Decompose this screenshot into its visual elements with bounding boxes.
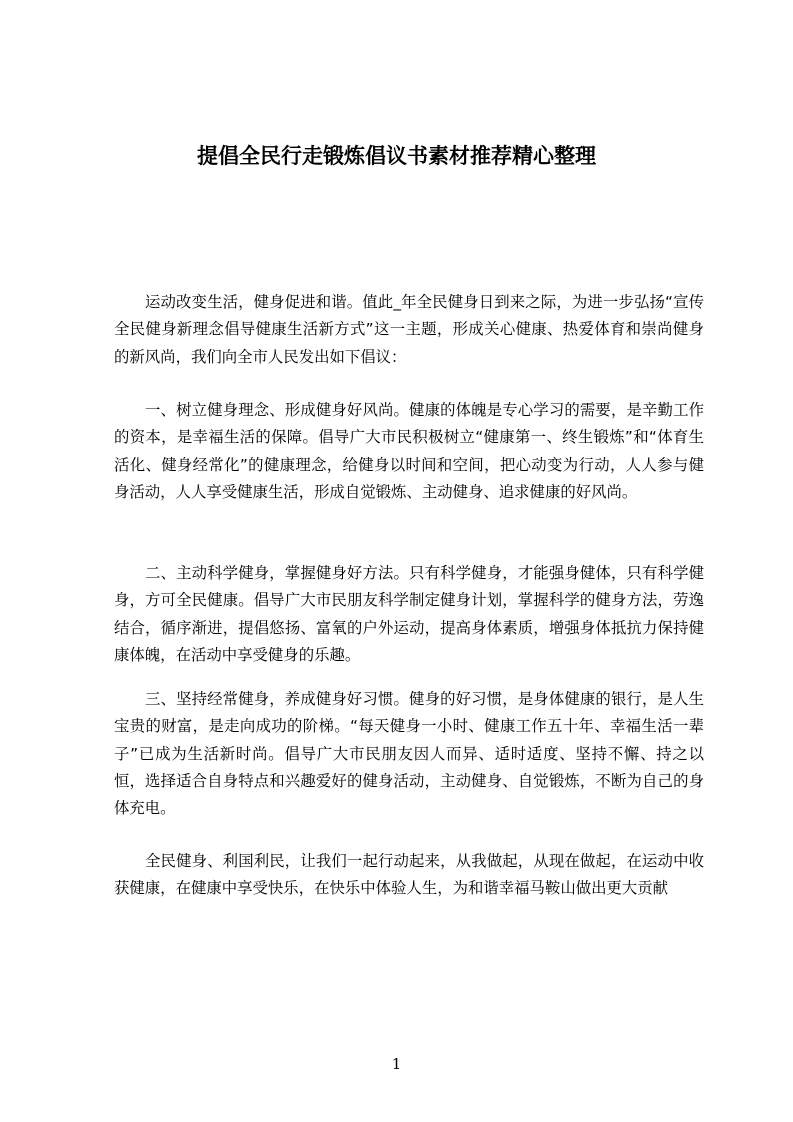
paragraph-section-two: 二、主动科学健身，掌握健身好方法。只有科学健身，才能强身健体，只有科学健身，方可全民健康。倡导广大市民朋友科学制定健身计划，掌握科学的健身方法，劳逸结合，循序渐进，提倡悠扬、富氧的户外运动，提高身体素质，增强身体抵抗力保持健康体魄，在活动中享受健身的乐趣。	[114, 564, 704, 664]
paragraph-section-three: 三、坚持经常健身，养成健身好习惯。健身的好习惯，是身体健康的银行，是人生宝贵的财富，是走向成功的阶梯。“每天健身一小时、健康工作五十年、幸福生活一辈子”已成为生活新时尚。倡导广大市民朋友因人而异、适时适度、坚持不懈、持之以恒，选择适合自身特点和兴趣爱好的健身活动，主动健身、自觉锻炼，不断为自己的身体充电。	[114, 690, 704, 818]
paragraph-intro: 运动改变生活，健身促进和谐。值此_年全民健身日到来之际，为进一步弘扬“宣传全民健身新理念倡导健康生活新方式”这一主题，形成关心健康、热爱体育和崇尚健身的新风尚，我们向全市人民发出如下倡议：	[114, 293, 704, 366]
paragraph-section-one: 一、树立健身理念、形成健身好风尚。健康的体魄是专心学习的需要，是辛勤工作的资本，是幸福生活的保障。倡导广大市民积极树立“健康第一、终生锻炼”和“体育生活化、健身经常化”的健康理念，给健身以时间和空间，把心动变为行动，人人参与健身活动，人人享受健康生活，形成自觉锻炼、主动健身、追求健康的好风尚。	[114, 401, 704, 501]
document-title: 提倡全民行走锻炼倡议书素材推荐精心整理	[197, 144, 596, 168]
page-number: 1	[391, 1055, 402, 1073]
paragraph-closing: 全民健身、利国利民，让我们一起行动起来，从我做起，从现在做起，在运动中收获健康，在健康中享受快乐，在快乐中体验人生，为和谐幸福马鞍山做出更大贡献	[114, 852, 704, 898]
